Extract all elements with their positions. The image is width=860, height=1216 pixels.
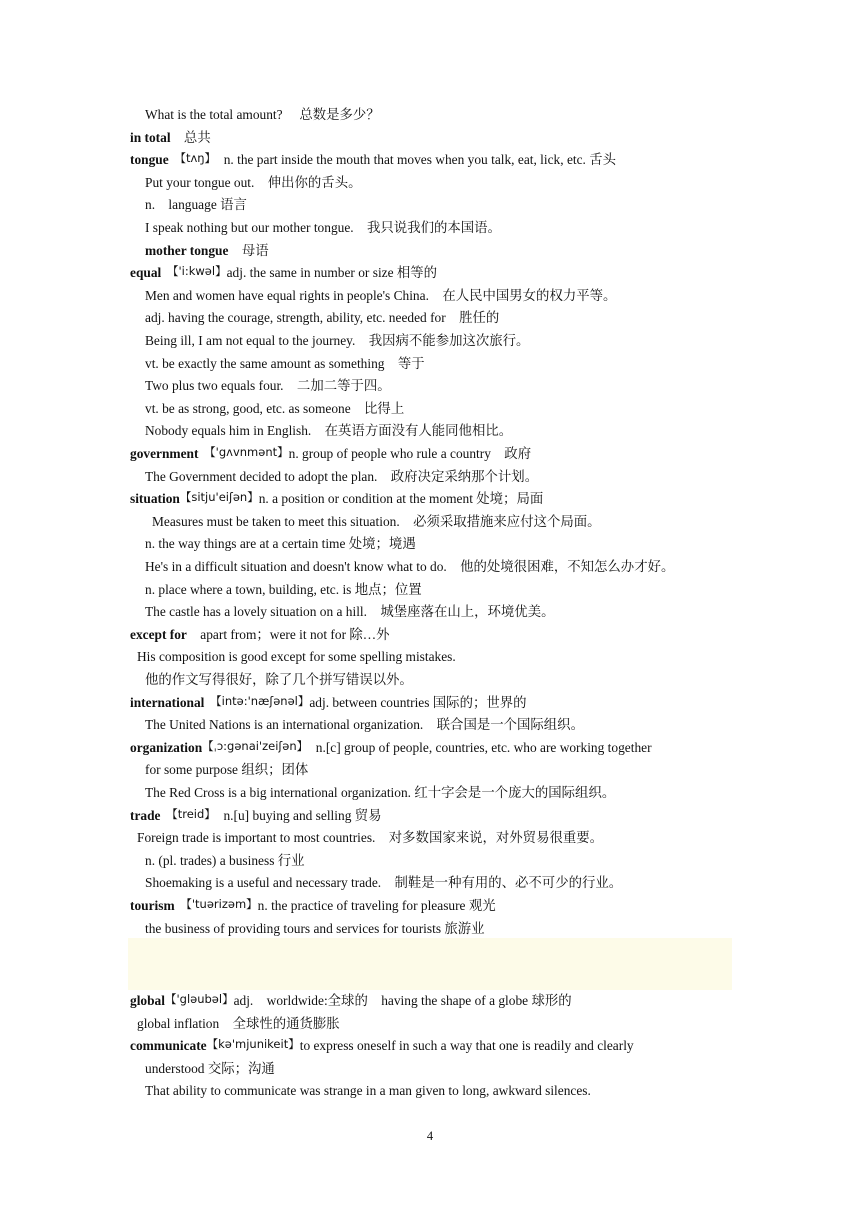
entry-text: to express oneself in such a way that one is readily and clearly bbox=[299, 1038, 634, 1054]
headword: trade bbox=[130, 807, 161, 823]
entry-text: The Red Cross is a big international organization. 红十字会是一个庞大的国际组织。 bbox=[145, 785, 616, 800]
headword: organization bbox=[130, 739, 203, 755]
headword: mother tongue bbox=[145, 242, 229, 258]
phonetic: 【'gləubəl】 bbox=[164, 992, 234, 1006]
entry-text: Foreign trade is important to most countries. 对多数国家来说，对外贸易很重要。 bbox=[137, 830, 604, 846]
entry-text: Measures must be taken to meet this situation. 必须采取措施来应付这个局面。 bbox=[152, 513, 601, 529]
entry-text: Two plus two equals four. 二加二等于四。 bbox=[145, 378, 391, 394]
entry-line bbox=[0, 420, 860, 442]
entry-text: Nobody equals him in English. 在英语方面没有人能同他相比。 bbox=[145, 423, 513, 439]
entry-text: That ability to communicate was strange in a man given to long, awkward silences. bbox=[145, 1083, 591, 1099]
headword: government bbox=[130, 446, 199, 461]
entry-text: n. the practice of traveling for pleasure 观光 bbox=[257, 898, 496, 913]
entry-text: the business of providing tours and services for tourists 旅游业 bbox=[145, 920, 485, 936]
entry-line bbox=[0, 330, 860, 352]
entry-line bbox=[0, 488, 860, 510]
entry-line bbox=[0, 194, 860, 216]
phonetic: 【'tuərizəm】 bbox=[174, 897, 258, 911]
entry-line bbox=[0, 511, 860, 533]
entry-text: The United Nations is an international organization. 联合国是一个国际组织。 bbox=[145, 717, 584, 733]
entry-text: Men and women have equal rights in people's China. 在人民中国男女的权力平等。 bbox=[145, 287, 617, 303]
headword: global bbox=[130, 993, 165, 1008]
entry-line bbox=[0, 601, 860, 623]
entry-line bbox=[0, 466, 860, 488]
entry-text: n. language 语言 bbox=[145, 197, 247, 213]
headword: equal bbox=[130, 265, 162, 281]
entry-line bbox=[0, 375, 860, 397]
entry-text: n. place where a town, building, etc. is 地点；位置 bbox=[145, 581, 422, 597]
entry-text: His composition is good except for some spelling mistakes. bbox=[137, 649, 456, 665]
entry-text: adj. worldwide:全球的 having the shape of a globe 球形的 bbox=[233, 993, 572, 1008]
headword: situation bbox=[130, 491, 180, 507]
entry-text: 母语 bbox=[228, 242, 269, 258]
entry-line bbox=[0, 737, 860, 759]
entry-text: 他的作文写得很好，除了几个拼写错误以外。 bbox=[145, 672, 413, 687]
entry-line bbox=[0, 646, 860, 668]
entry-text: n. (pl. trades) a business 行业 bbox=[145, 852, 305, 868]
entry-text: n.[c] group of people, countries, etc. who are working together bbox=[302, 739, 652, 755]
entry-line bbox=[0, 172, 860, 194]
entry-line bbox=[0, 398, 860, 420]
entry-line bbox=[0, 262, 860, 284]
entry-text: 总共 bbox=[170, 129, 211, 145]
entry-line bbox=[0, 714, 860, 736]
entry-line bbox=[0, 850, 860, 872]
headword: tourism bbox=[130, 898, 175, 913]
entry-line bbox=[0, 827, 860, 849]
highlight-band bbox=[128, 938, 732, 990]
entry-text: for some purpose 组织；团体 bbox=[145, 762, 309, 778]
entry-line bbox=[0, 805, 860, 827]
entry-line bbox=[0, 1080, 860, 1102]
entry-text: n. group of people who rule a country 政府 bbox=[288, 446, 532, 461]
entry-line bbox=[0, 1035, 860, 1057]
entry-text: n. the part inside the mouth that moves when you talk, eat, lick, etc. 舌头 bbox=[210, 152, 617, 168]
entry-line bbox=[0, 285, 860, 307]
entry-line bbox=[0, 1058, 860, 1080]
headword: international bbox=[130, 694, 205, 710]
entry-line bbox=[0, 624, 860, 646]
headword: in total bbox=[130, 129, 171, 145]
entry-text: n. the way things are at a certain time 处境；境遇 bbox=[145, 536, 416, 552]
entry-text: apart from；were it not for 除…外 bbox=[186, 626, 390, 642]
entry-line bbox=[0, 759, 860, 781]
entry-line bbox=[0, 918, 860, 940]
entry-text: Put your tongue out. 伸出你的舌头。 bbox=[145, 174, 362, 190]
entry-text: adj. the same in number or size 相等的 bbox=[226, 265, 438, 281]
entry-line bbox=[0, 669, 860, 691]
entry-line bbox=[0, 217, 860, 239]
entry-text: What is the total amount? 总数是多少？ bbox=[145, 107, 380, 122]
entry-line bbox=[0, 533, 860, 555]
phonetic: 【'gʌvnmənt】 bbox=[198, 445, 289, 459]
headword: communicate bbox=[130, 1038, 207, 1054]
entry-line bbox=[0, 443, 860, 465]
entry-text: Being ill, I am not equal to the journey. 我因病不能参加这次旅行。 bbox=[145, 333, 530, 348]
entry-text: adj. having the courage, strength, ability, etc. needed for 胜任的 bbox=[145, 310, 500, 326]
entry-line bbox=[0, 307, 860, 329]
phonetic: 【'i:kwəl】 bbox=[161, 264, 227, 279]
entry-text: I speak nothing but our mother tongue. 我只说我们的本国语。 bbox=[145, 220, 501, 235]
entry-line bbox=[0, 1013, 860, 1035]
entry-line bbox=[0, 149, 860, 171]
entry-line bbox=[0, 990, 860, 1012]
entry-line bbox=[0, 353, 860, 375]
phonetic: 【sitju'eiʃən】 bbox=[179, 490, 259, 505]
phonetic: 【ˌɔ:gənai'zeiʃən】 bbox=[202, 738, 303, 753]
entry-text: global inflation 全球性的通货膨胀 bbox=[137, 1015, 340, 1031]
entry-text: Shoemaking is a useful and necessary trade. 制鞋是一种有用的、必不可少的行业。 bbox=[145, 875, 623, 891]
phonetic: 【intə:'næʃənəl】 bbox=[204, 693, 310, 708]
entry-line bbox=[0, 872, 860, 894]
entry-line bbox=[0, 127, 860, 149]
entry-line bbox=[0, 782, 860, 804]
phonetic: 【kə'mjunikeit】 bbox=[206, 1037, 300, 1052]
phonetic: 【treid】 bbox=[160, 806, 211, 821]
headword: tongue bbox=[130, 152, 169, 168]
entry-text: vt. be as strong, good, etc. as someone 比得上 bbox=[145, 400, 405, 416]
entry-line bbox=[0, 692, 860, 714]
entry-text: n.[u] buying and selling 贸易 bbox=[210, 807, 382, 823]
entry-line bbox=[0, 895, 860, 917]
entry-text: vt. be exactly the same amount as something 等于 bbox=[145, 355, 425, 371]
entry-text: The castle has a lovely situation on a hill. 城堡座落在山上，环境优美。 bbox=[145, 604, 555, 620]
entry-line bbox=[0, 579, 860, 601]
entry-text: understood 交际；沟通 bbox=[145, 1060, 275, 1076]
entry-line bbox=[0, 104, 860, 126]
entry-text: He's in a difficult situation and doesn't know what to do. 他的处境很困难，不知怎么办才好。 bbox=[145, 559, 675, 574]
entry-line bbox=[0, 240, 860, 262]
entry-text: n. a position or condition at the moment 处境；局面 bbox=[258, 491, 544, 507]
phonetic: 【tʌŋ】 bbox=[168, 151, 211, 166]
page-number: 4 bbox=[426, 1129, 434, 1143]
entry-text: The Government decided to adopt the plan. 政府决定采纳那个计划。 bbox=[145, 468, 539, 484]
entry-text: adj. between countries 国际的；世界的 bbox=[309, 694, 527, 710]
headword: except for bbox=[130, 626, 187, 642]
entry-line bbox=[0, 556, 860, 578]
